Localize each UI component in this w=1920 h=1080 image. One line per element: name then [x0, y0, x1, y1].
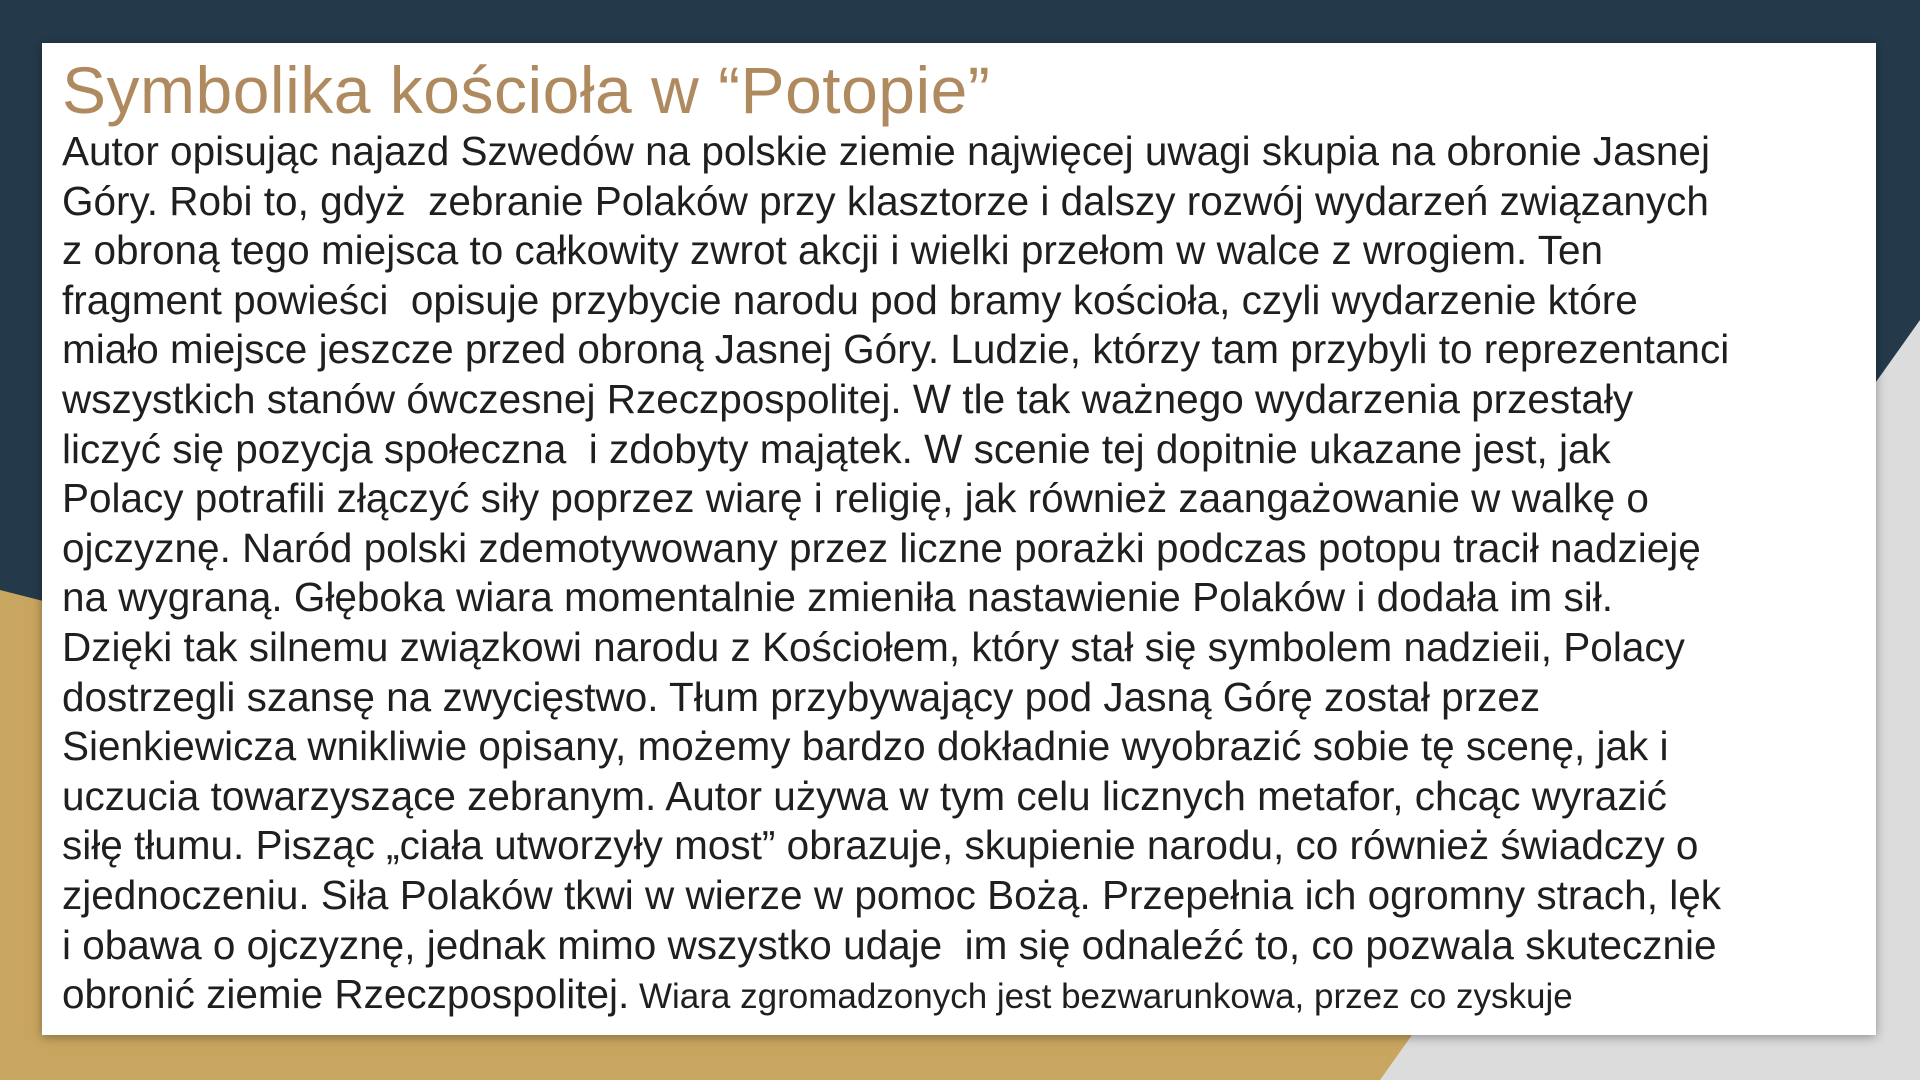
body-line: Autor opisując najazd Szwedów na polskie ziemie najwięcej uwagi skupia na obronie Jasnej — [62, 128, 1710, 174]
body-line: Polacy potrafili złączyć siły poprzez wiarę i religię, jak również zaangażowanie w walkę o — [62, 475, 1649, 522]
body-line: fragment powieści opisuje przybycie narodu pod bramy kościoła, czyli wydarzenie które — [62, 276, 1638, 323]
body-line: z obroną tego miejsca to całkowity zwrot akcji i wielki przełom w walce z wrogiem. Ten — [62, 227, 1604, 274]
body-line: siłę tłumu. Pisząc „ciała utworzyły most” obrazuje, skupienie narodu, co również świadczy o — [62, 822, 1699, 869]
slide-card — [42, 43, 1876, 1035]
body-line: zjednoczeniu. Siła Polaków tkwi w wierze w pomoc Bożą. Przepełnia ich ogromny strach, lęk — [62, 871, 1721, 918]
body-line-last-small: Wiara zgromadzonych jest bezwarunkowa, przez co zyskuje — [629, 977, 1573, 1017]
body-line: na wygraną. Głęboka wiara momentalnie zmieniła nastawienie Polaków i dodała im sił. — [62, 574, 1614, 621]
body-line: Góry. Robi to, gdyż zebranie Polaków przy klasztorze i dalszy rozwój wydarzeń związanych — [62, 177, 1709, 224]
body-line-last-main: obronić ziemie Rzeczpospolitej. — [62, 971, 630, 1018]
body-line: ojczyznę. Naród polski zdemotywowany przez liczne porażki podczas potopu tracił nadzieję — [62, 524, 1701, 571]
slide-title: Symbolika kościoła w “Potopie” — [62, 53, 991, 127]
body-line: wszystkich stanów ówczesnej Rzeczpospolitej. W tle tak ważnego wydarzenia przestały — [62, 375, 1634, 422]
body-line: miało miejsce jeszcze przed obroną Jasnej Góry. Ludzie, którzy tam przybyli to reprezentanci — [62, 326, 1730, 373]
body-line: uczucia towarzyszące zebranym. Autor używa w tym celu licznych metafor, chcąc wyrazić — [62, 772, 1667, 819]
body-line-last — [62, 970, 1856, 1022]
body-line: Sienkiewicza wnikliwie opisany, możemy bardzo dokładnie wyobrazić sobie tę scenę, jak i — [62, 723, 1669, 770]
slide-body-text — [62, 127, 1856, 1022]
body-line: i obawa o ojczyznę, jednak mimo wszystko udaje im się odnaleźć to, co pozwala skutecznie — [62, 921, 1717, 968]
body-line: Dzięki tak silnemu związkowi narodu z Kościołem, który stał się symbolem nadzieii, Polacy — [62, 623, 1685, 670]
body-line: liczyć się pozycja społeczna i zdobyty majątek. W scenie tej dopitnie ukazane jest, jak — [62, 425, 1611, 472]
body-line: dostrzegli szansę na zwycięstwo. Tłum przybywający pod Jasną Górę został przez — [62, 673, 1541, 720]
